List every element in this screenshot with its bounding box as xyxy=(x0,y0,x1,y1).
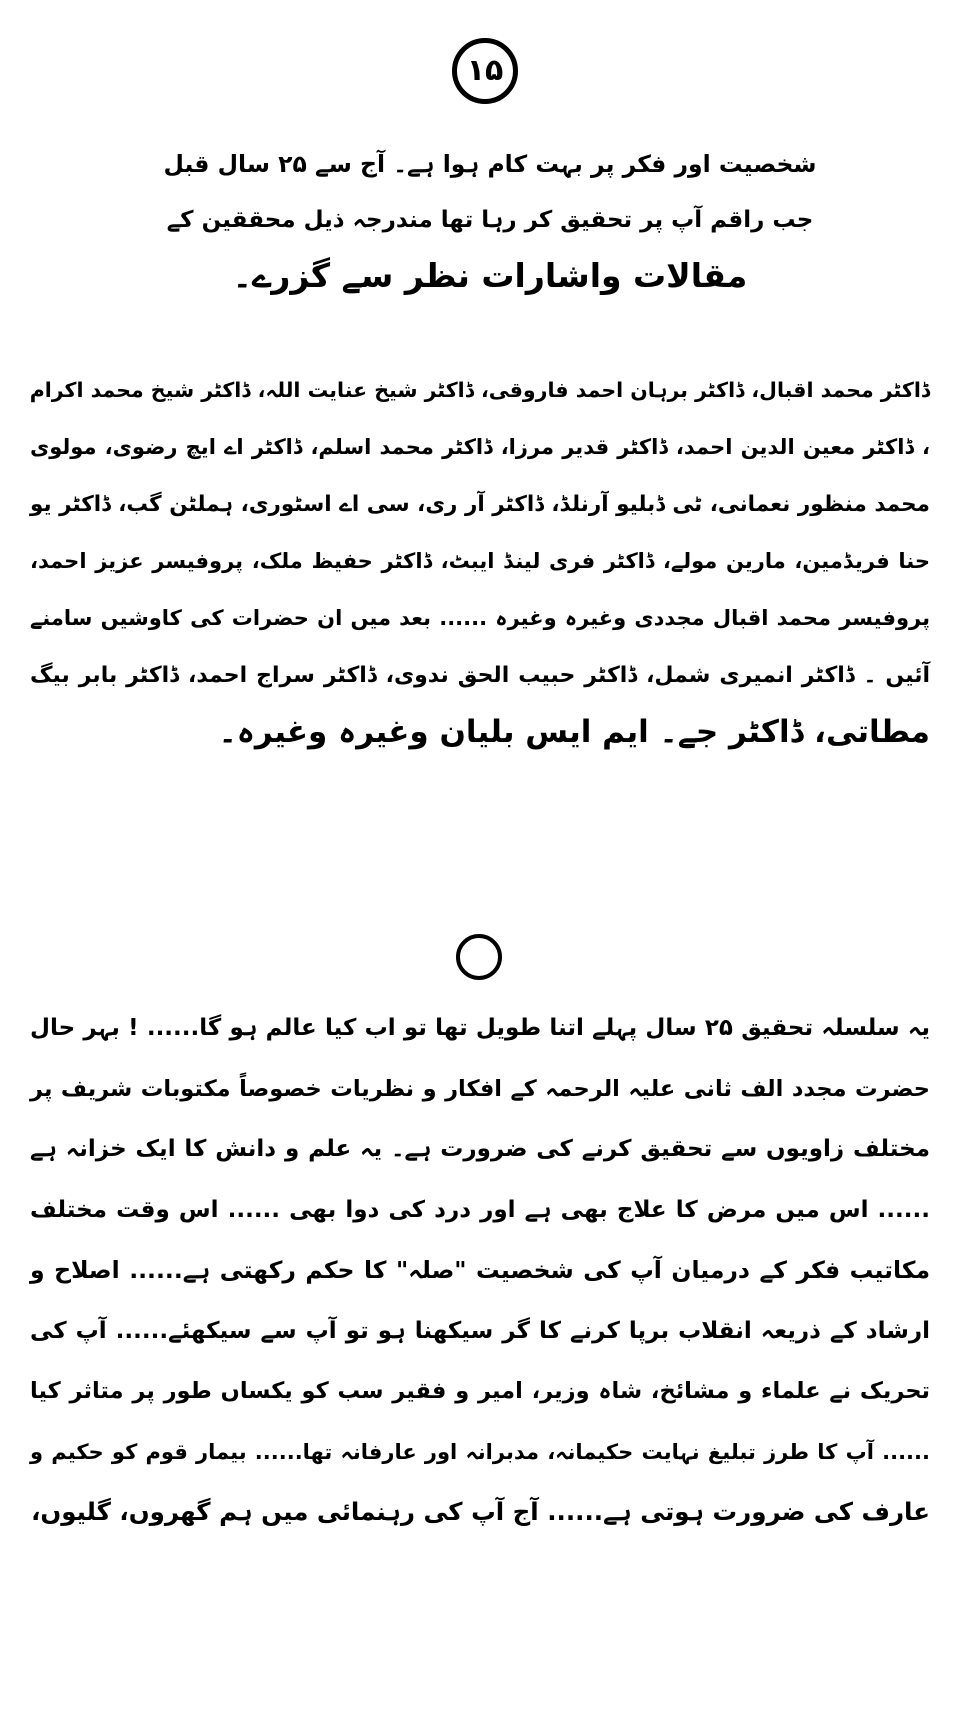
page-number: ۱۵ xyxy=(466,53,504,88)
names-line: ڈاکٹر محمد اقبال، ڈاکٹر برہان احمد فاروقی، ڈاکٹر شیخ عنایت اللہ، ڈاکٹر شیخ محمد اکرام xyxy=(29,378,930,402)
names-line: مطاتی، ڈاکٹر جے۔ ایم ایس بلیان وغیرہ وغیرہ۔ xyxy=(218,714,930,750)
para-line: ...... آپ کا طرز تبلیغ نہایت حکیمانہ، مدبرانہ اور عارفانہ تھا...... بیمار قوم کو حکیم و xyxy=(30,1439,930,1464)
intro-line: شخصیت اور فکر پر بہت کام ہوا ہے۔ آج سے ۲۵ سال قبل xyxy=(163,150,817,178)
names-line: پروفیسر محمد اقبال مجددی وغیرہ وغیرہ ...... بعد میں ان حضرات کی کاوشیں سامنے xyxy=(30,606,930,630)
para-line: ارشاد کے ذریعہ انقلاب برپا کرنے کا گر سیکھنا ہو تو آپ سے سیکھئے...... آپ کی xyxy=(30,1317,930,1344)
names-line: محمد منظور نعمانی، ٹی ڈبلیو آرنلڈ، ڈاکٹر آر ری، سی اے اسٹوری، ہملٹن گب، ڈاکٹر یو xyxy=(30,492,930,517)
section-separator-circle xyxy=(456,934,502,980)
para-line: یہ سلسلہ تحقیق ۲۵ سال پہلے اتنا طویل تھا تو اب کیا عالم ہو گا...... ! بہر حال xyxy=(30,1015,930,1041)
names-line: حنا فریڈمین، مارین مولے، ڈاکٹر فری لینڈ ایبٹ، ڈاکٹر حفیظ ملک، پروفیسر عزیز احمد، xyxy=(30,549,930,573)
names-line: آئیں ۔ ڈاکٹر انمیری شمل، ڈاکٹر حبیب الحق ندوی، ڈاکٹر سراج احمد، ڈاکٹر بابر بیگ xyxy=(30,663,930,688)
main-paragraph xyxy=(30,998,930,1543)
researchers-list-paragraph xyxy=(30,362,930,761)
para-line: عارف کی ضرورت ہوتی ہے...... آج آپ کی رہنمائی میں ہم گھروں، گلیوں، xyxy=(31,1497,930,1526)
para-line: مکاتیب فکر کے درمیان آپ کی شخصیت "صلہ" کا حکم رکھتی ہے...... اصلاح و xyxy=(30,1256,930,1284)
page-number-badge xyxy=(452,38,518,104)
para-line: ...... اس میں مرض کا علاج بھی ہے اور درد کی دوا بھی ...... اس وقت مختلف xyxy=(30,1196,930,1223)
para-line: مختلف زاویوں سے تحقیق کرنے کی ضرورت ہے۔ یہ علم و دانش کا ایک خزانہ ہے xyxy=(30,1136,930,1162)
intro-line: مقالات واشارات نظر سے گزرے۔ xyxy=(232,256,748,295)
intro-line: جب راقم آپ پر تحقیق کر رہا تھا مندرجہ ذیل محققین کے xyxy=(166,207,814,233)
names-line: ، ڈاکٹر معین الدین احمد، ڈاکٹر قدیر مرزا، ڈاکٹر محمد اسلم، ڈاکٹر اے ایچ رضوی، مولوی xyxy=(30,435,930,459)
para-line: حضرت مجدد الف ثانی علیہ الرحمہ کے افکار و نظریات خصوصاً مکتوبات شریف پر xyxy=(30,1075,930,1102)
intro-paragraph xyxy=(160,136,820,304)
para-line: تحریک نے علماء و مشائخ، شاہ وزیر، امیر و فقیر سب کو یکساں طور پر متاثر کیا xyxy=(30,1378,930,1404)
